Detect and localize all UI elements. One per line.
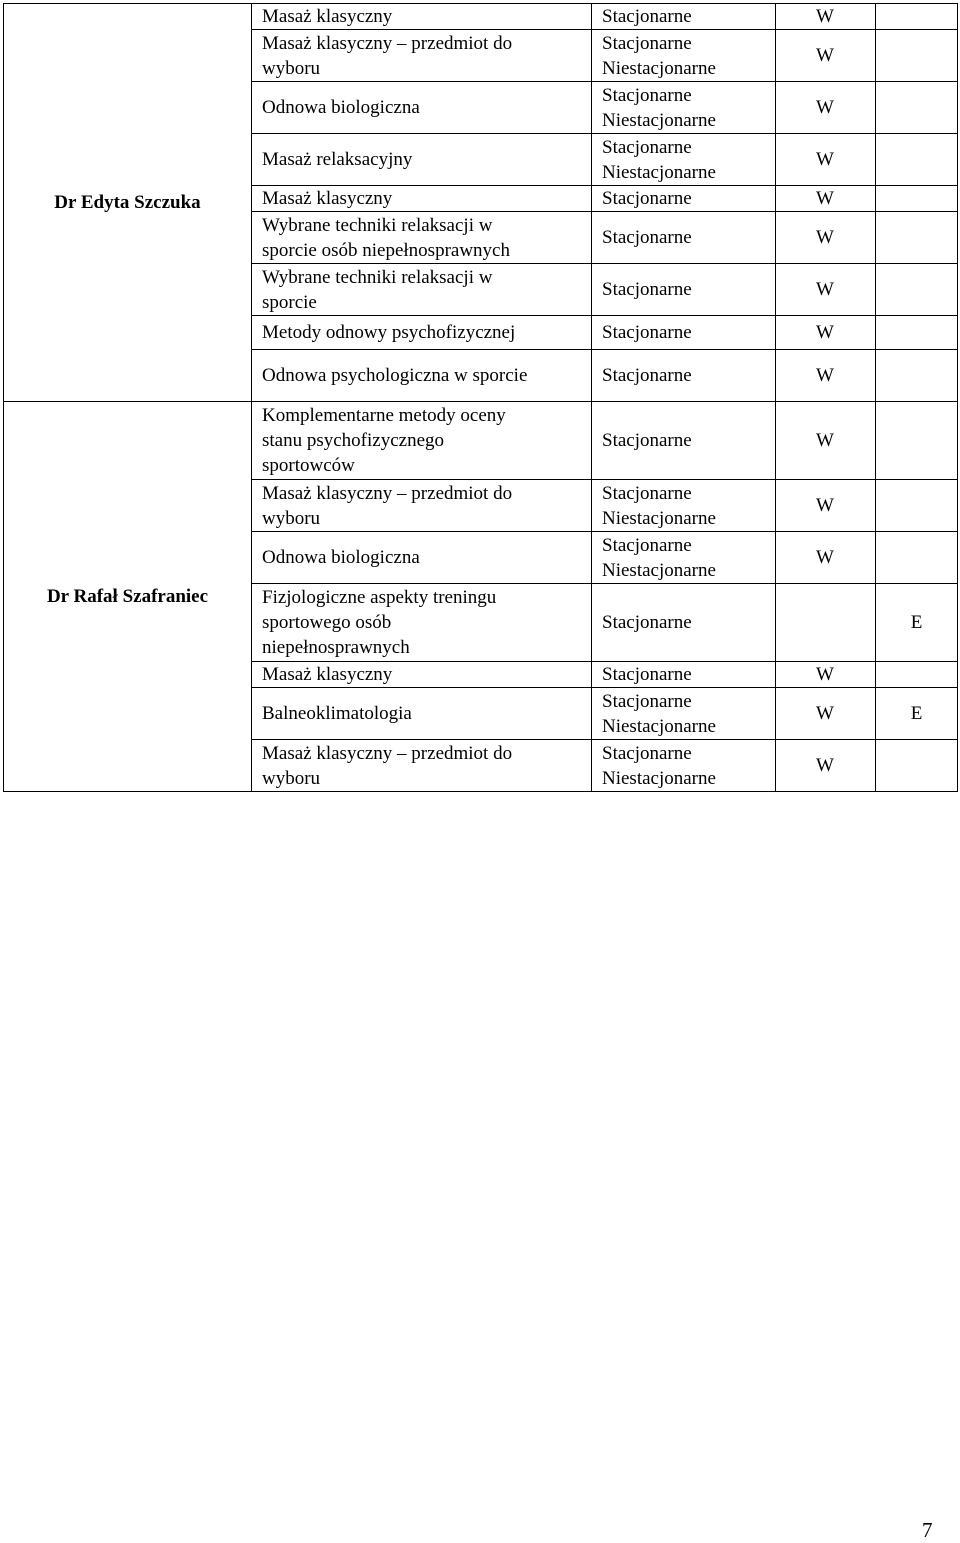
table-row <box>4 402 958 480</box>
subject-cell: Komplementarne metody oceny stanu psychofizycznego sportowców <box>252 402 592 480</box>
study-mode-cell: Stacjonarne <box>592 4 776 30</box>
teacher-name-cell: Dr Rafał Szafraniec <box>4 402 252 792</box>
study-mode-cell: Stacjonarne Niestacjonarne <box>592 30 776 82</box>
study-mode-cell: Stacjonarne <box>592 402 776 480</box>
teacher-name-cell: Dr Edyta Szczuka <box>4 4 252 402</box>
study-mode-cell: Stacjonarne <box>592 264 776 316</box>
study-mode-cell: Stacjonarne Niestacjonarne <box>592 740 776 792</box>
study-mode-cell: Stacjonarne Niestacjonarne <box>592 532 776 584</box>
table-row <box>4 4 958 30</box>
exam-cell <box>876 264 958 316</box>
subject-cell: Masaż klasyczny <box>252 662 592 688</box>
study-mode-cell: Stacjonarne Niestacjonarne <box>592 480 776 532</box>
study-mode-cell: Stacjonarne <box>592 212 776 264</box>
class-form-cell: W <box>776 30 876 82</box>
class-form-cell: W <box>776 82 876 134</box>
study-mode-cell: Stacjonarne Niestacjonarne <box>592 82 776 134</box>
exam-cell <box>876 350 958 402</box>
class-form-cell: W <box>776 4 876 30</box>
exam-cell <box>876 82 958 134</box>
exam-cell <box>876 480 958 532</box>
exam-cell <box>876 662 958 688</box>
study-mode-cell: Stacjonarne <box>592 350 776 402</box>
exam-cell <box>876 30 958 82</box>
class-form-cell: W <box>776 316 876 350</box>
study-mode-cell: Stacjonarne <box>592 316 776 350</box>
exam-cell <box>876 740 958 792</box>
subject-cell: Wybrane techniki relaksacji w sporcie osób niepełnosprawnych <box>252 212 592 264</box>
study-mode-cell: Stacjonarne Niestacjonarne <box>592 134 776 186</box>
subject-cell: Masaż klasyczny <box>252 4 592 30</box>
exam-cell <box>876 4 958 30</box>
class-form-cell: W <box>776 662 876 688</box>
study-mode-cell: Stacjonarne <box>592 662 776 688</box>
exam-cell <box>876 316 958 350</box>
subject-cell: Masaż klasyczny – przedmiot do wyboru <box>252 480 592 532</box>
class-form-cell <box>776 584 876 662</box>
page-number: 7 <box>922 1518 933 1542</box>
subject-cell: Wybrane techniki relaksacji w sporcie <box>252 264 592 316</box>
class-form-cell: W <box>776 350 876 402</box>
exam-cell: E <box>876 584 958 662</box>
study-mode-cell: Stacjonarne <box>592 186 776 212</box>
class-form-cell: W <box>776 532 876 584</box>
subject-cell: Balneoklimatologia <box>252 688 592 740</box>
exam-cell: E <box>876 688 958 740</box>
subject-cell: Masaż klasyczny <box>252 186 592 212</box>
exam-cell <box>876 212 958 264</box>
exam-cell <box>876 532 958 584</box>
class-form-cell: W <box>776 688 876 740</box>
class-form-cell: W <box>776 264 876 316</box>
table-body <box>4 4 958 792</box>
class-form-cell: W <box>776 212 876 264</box>
teaching-assignments-table <box>3 3 958 792</box>
subject-cell: Odnowa psychologiczna w sporcie <box>252 350 592 402</box>
subject-cell: Odnowa biologiczna <box>252 532 592 584</box>
subject-cell: Fizjologiczne aspekty treningu sportowego osób niepełnosprawnych <box>252 584 592 662</box>
subject-cell: Masaż relaksacyjny <box>252 134 592 186</box>
study-mode-cell: Stacjonarne <box>592 584 776 662</box>
exam-cell <box>876 186 958 212</box>
subject-cell: Odnowa biologiczna <box>252 82 592 134</box>
class-form-cell: W <box>776 402 876 480</box>
exam-cell <box>876 134 958 186</box>
subject-cell: Metody odnowy psychofizycznej <box>252 316 592 350</box>
exam-cell <box>876 402 958 480</box>
study-mode-cell: Stacjonarne Niestacjonarne <box>592 688 776 740</box>
subject-cell: Masaż klasyczny – przedmiot do wyboru <box>252 740 592 792</box>
class-form-cell: W <box>776 740 876 792</box>
subject-cell: Masaż klasyczny – przedmiot do wyboru <box>252 30 592 82</box>
class-form-cell: W <box>776 134 876 186</box>
class-form-cell: W <box>776 480 876 532</box>
class-form-cell: W <box>776 186 876 212</box>
